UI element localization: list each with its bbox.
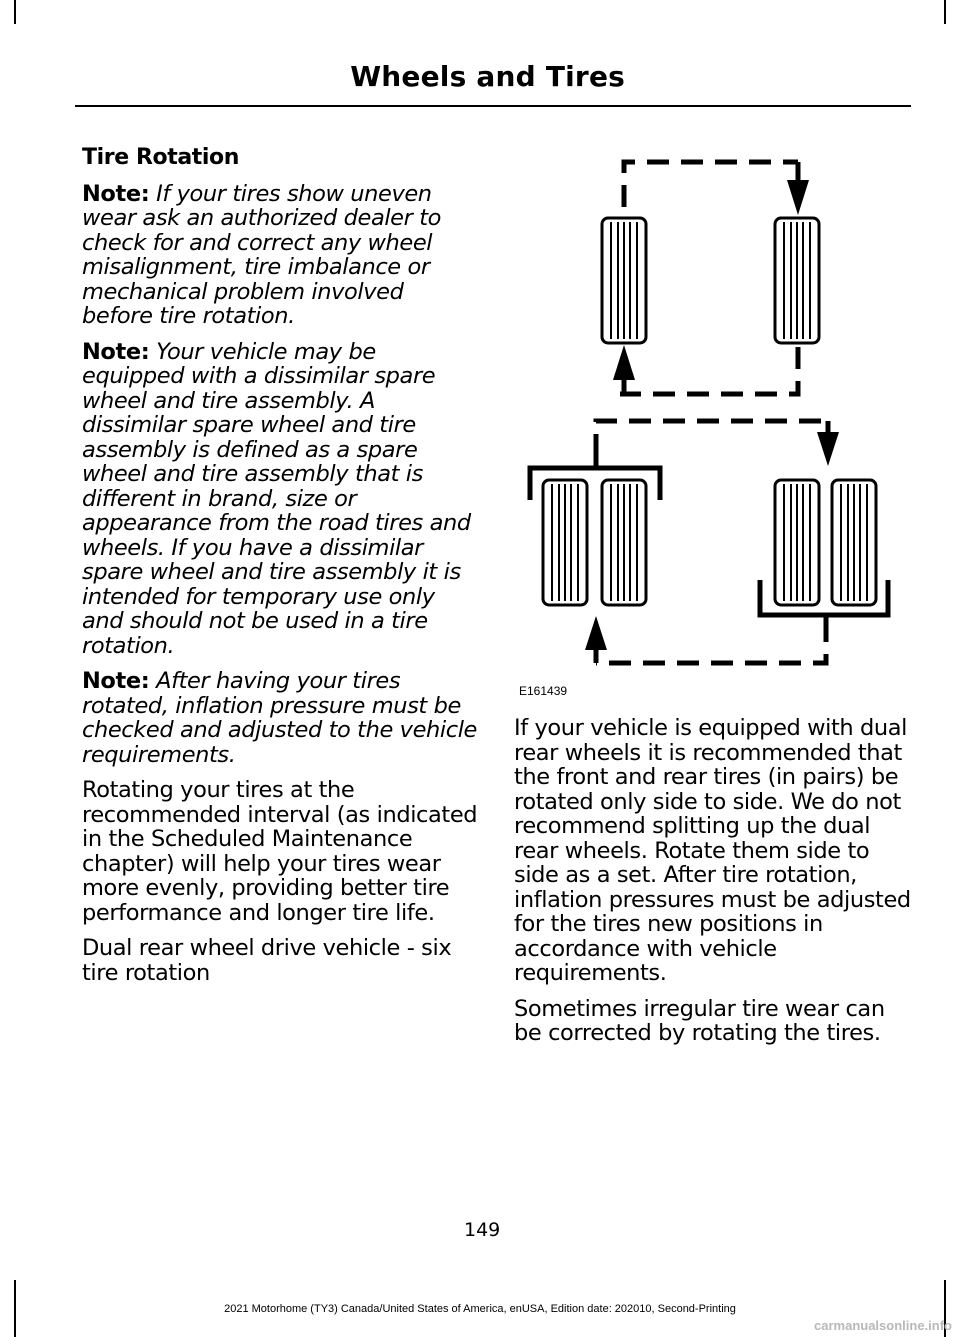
arrow-up-icon — [613, 345, 635, 380]
note-uneven-wear — [82, 182, 480, 329]
note-text: If your tires show uneven wear ask an authorized dealer to check for and correct any wheel misalignment, tire imbalance or mechanical problem involved before tire rotation. — [82, 180, 442, 329]
left-column — [82, 146, 480, 996]
note-inflation-pressure — [82, 669, 480, 767]
paragraph-dual-rear-wheels: If your vehicle is equipped with dual rear wheels it is recommended that the front and rear tires (in pairs) be rotated only side to side. We do not recommend splitting up the dual rear wheels. Rotate them side to side as a set. After tire rotation, inflation pressures must be adjusted for the tires new positions in accordance with vehicle requirements. — [514, 715, 911, 986]
edition-footer: 2021 Motorhome (TY3) Canada/United States of America, enUSA, Edition date: 202010, Second-Printing — [224, 1303, 736, 1315]
paragraph-irregular-wear: Sometimes irregular tire wear can be corrected by rotating the tires. — [514, 995, 885, 1046]
arrow-down-icon — [787, 180, 809, 215]
paragraph-rotation-interval: Rotating your tires at the recommended interval (as indicated in the Scheduled Maintenance chapter) will help your tires wear more evenly, providing better tire performance and longer tire life. — [82, 777, 478, 926]
tire-rotation-diagram — [498, 150, 898, 670]
watermark: carmanualsonline.info — [814, 1318, 952, 1333]
front-left-tire — [602, 218, 646, 343]
right-column — [514, 716, 912, 1057]
front-right-tire — [775, 218, 819, 343]
note-label: Note: — [82, 180, 150, 207]
paragraph-six-tire-rotation: Dual rear wheel drive vehicle - six tire rotation — [82, 935, 452, 986]
note-dissimilar-spare — [82, 340, 480, 659]
note-label: Note: — [82, 668, 150, 694]
page-header-title: Wheels and Tires — [350, 60, 625, 93]
figure-id: E161439 — [519, 684, 568, 698]
rear-left-outer-tire — [543, 480, 587, 605]
rear-right-inner-tire — [775, 480, 819, 605]
arrow-down-icon — [817, 432, 839, 466]
note-label: Note: — [82, 338, 150, 365]
section-title: Tire Rotation — [82, 145, 240, 170]
note-text: After having your tires rotated, inflation pressure must be checked and adjusted to the vehicle requirements. — [82, 668, 477, 768]
crop-mark-top-right — [944, 0, 946, 24]
page-number: 149 — [464, 1219, 501, 1241]
arrow-up-icon — [585, 616, 607, 650]
rear-right-outer-tire — [832, 480, 876, 605]
rear-left-inner-tire — [602, 480, 646, 605]
crop-mark-top-left — [14, 0, 16, 24]
header-rule — [75, 105, 911, 107]
note-text: Your vehicle may be equipped with a dissimilar spare wheel and tire assembly. A dissimilar spare wheel and tire assembly is defined as a spare wheel and tire assembly that is different in brand, size or appearance from the road tires and wheels. If you have a dissimilar spare wheel and tire assembly it is intended for temporary use only and should not be used in a tire rotation. — [82, 338, 471, 659]
